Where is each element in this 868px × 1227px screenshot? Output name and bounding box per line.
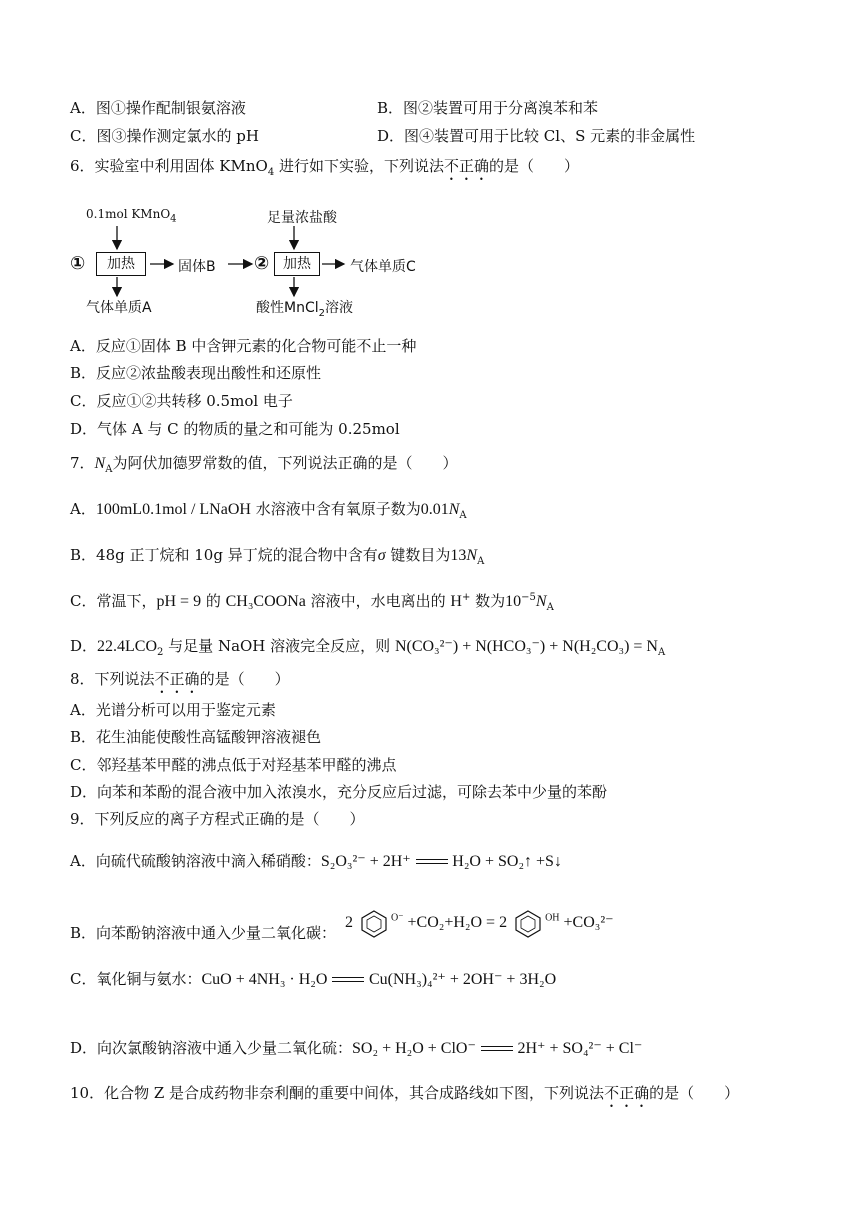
q7-option-c: C．常温下，pH = 9 的 CH₃COONa 溶液中，水电离出的 H+ 数为$10^{-5}N_A$ [70, 592, 554, 613]
solid-b-label: 固体B [178, 259, 216, 275]
benzene-ring-icon [357, 908, 391, 938]
reagent-kmno4: 0.1mol KMnO$_4$ [86, 207, 177, 225]
q5-option-d: D．图④装置可用于比较 Cl、S 元素的非金属性 [377, 127, 696, 145]
q8-option-d: D．向苯和苯酚的混合液中加入浓溴水，充分反应后过滤，可除去苯中少量的苯酚 [70, 783, 608, 801]
q6-option-c: C．反应①②共转移 0.5mol 电子 [70, 392, 293, 410]
q9-option-c: C．氧化铜与氨水：CuO + 4NH₃ · H₂O Cu(NH₃)₄²⁺ + 2OH⁻ + 3H₂O [70, 970, 557, 988]
q8-option-a: A．光谱分析可以用于鉴定元素 [70, 701, 276, 719]
q7-option-d: D．$22.4LCO_2$ 与足量 NaOH 溶液完全反应，则 $N(CO_3^{2-}) + N(HCO_3^-) + N(H_2CO_3) = N_A$ [70, 637, 666, 658]
equals-sign [481, 1045, 513, 1053]
mncl2-solution-label: 酸性MnCl$_2$溶液 [256, 300, 353, 319]
q6-stem: 6．实验室中利用固体 KMnO$_4$ 进行如下实验，下列说法不正确的是（ ） [70, 157, 580, 178]
equals-sign [332, 976, 364, 984]
q8-stem: 8．下列说法不正确的是（ ） [70, 670, 290, 688]
q7-option-a: A．100mL0.1mol / LNaOH 水溶液中含有氧原子数为$0.01N_A$ [70, 500, 467, 521]
q6-option-b: B．反应②浓盐酸表现出酸性和还原性 [70, 364, 322, 382]
equals-sign [416, 858, 448, 866]
q6-option-d: D．气体 A 与 C 的物质的量之和可能为 0.25mol [70, 420, 400, 438]
q9-option-a: A．向硫代硫酸钠溶液中滴入稀硝酸：S₂O₃²⁻ + 2H⁺ H₂O + SO₂↑ +S↓ [70, 852, 562, 870]
step-1-marker: ① [70, 253, 86, 274]
q7-stem: 7．$N_A$为阿伏加德罗常数的值，下列说法正确的是（ ） [70, 454, 458, 475]
gas-c-label: 气体单质C [350, 259, 416, 275]
q8-option-b: B．花生油能使酸性高锰酸钾溶液褪色 [70, 728, 322, 746]
q9-option-b: B．向苯酚钠溶液中通入少量二氧化碳： 2 $^{O^-}$ +CO₂+H₂O = 2 $^{OH}$ +CO₃²⁻ [70, 913, 336, 953]
benzene-ring-icon [511, 908, 545, 938]
q5-option-c: C．图③操作测定氯水的 pH [70, 127, 259, 145]
q9-option-d: D．向次氯酸钠溶液中通入少量二氧化硫：SO₂ + H₂O + ClO⁻ 2H⁺ + SO₄²⁻ + Cl⁻ [70, 1039, 643, 1057]
q8-option-c: C．邻羟基苯甲醛的沸点低于对羟基苯甲醛的沸点 [70, 756, 397, 774]
gas-a-label: 气体单质A [86, 300, 152, 316]
q10-stem: 10．化合物 Z 是合成药物非奈利酮的重要中间体，其合成路线如下图，下列说法不正确的是（ ） [70, 1084, 740, 1102]
step-2-marker: ② [254, 253, 270, 274]
phenoxide-equation: 2 $^{O^-}$ +CO₂+H₂O = 2 $^{OH}$ +CO₃²⁻ [345, 903, 614, 943]
q6-flow-diagram [60, 200, 460, 320]
q6-option-a: A．反应①固体 B 中含钾元素的化合物可能不止一种 [70, 337, 417, 355]
q5-option-b: B．图②装置可用于分离溴苯和苯 [377, 99, 599, 117]
q7-option-b: B．48g 正丁烷和 10g 异丁烷的混合物中含有σ 键数目为$13N_A$ [70, 546, 485, 567]
heat-box-2: 加热 [274, 252, 320, 276]
reagent-hcl: 足量浓盐酸 [267, 210, 337, 226]
q5-option-a: A．图①操作配制银氨溶液 [70, 99, 246, 117]
q9-stem: 9．下列反应的离子方程式正确的是（ ） [70, 810, 365, 828]
heat-box-1: 加热 [96, 252, 146, 276]
